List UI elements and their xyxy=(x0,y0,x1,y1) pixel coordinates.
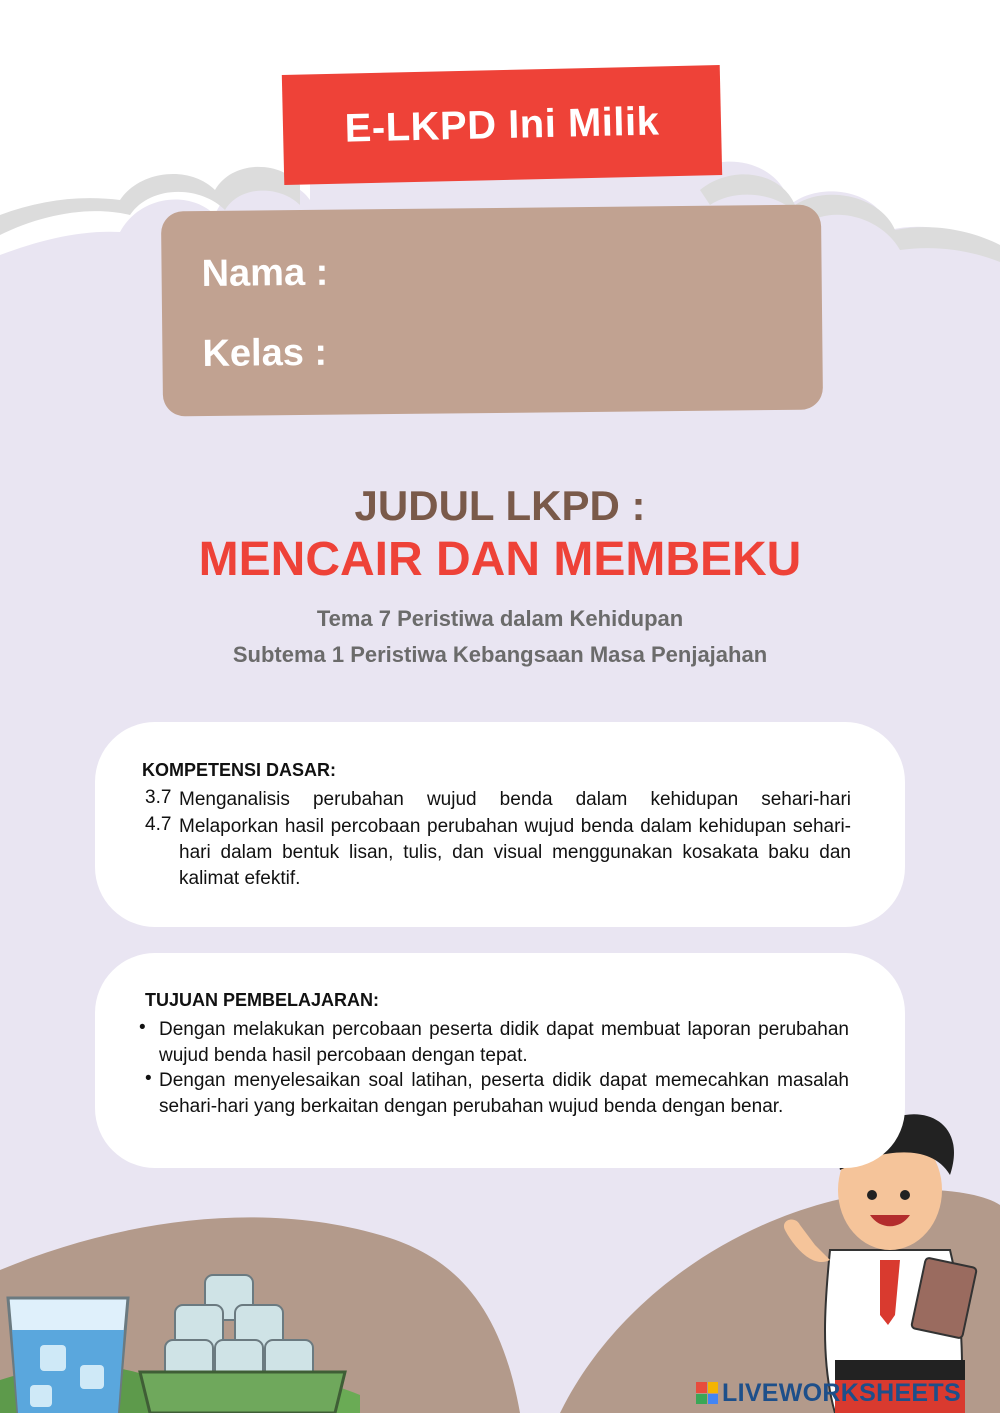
learning-objectives-heading: TUJUAN PEMBELAJARAN: xyxy=(145,990,380,1010)
liveworksheets-watermark xyxy=(696,1378,961,1408)
glass-of-water-illustration xyxy=(8,1298,128,1413)
class-label: Kelas : xyxy=(202,331,328,376)
worksheet-title-label: JUDUL LKPD : xyxy=(354,482,646,529)
basic-competence-heading: KOMPETENSI DASAR: xyxy=(142,760,337,780)
competence-item: Melaporkan hasil percobaan perubahan wujud benda dalam kehidupan sehari-hari dalam bentuk lisan, tulis, dan visual menggunakan kosakata baku dan kalimat efektif. xyxy=(179,816,851,889)
name-label: Nama : xyxy=(201,251,329,296)
learning-objectives-card xyxy=(95,953,905,1168)
owner-banner-text: E-LKPD Ini Milik xyxy=(344,98,660,151)
objective-item: Dengan menyelesaikan soal latihan, peserta didik dapat memecahkan masalah sehari-hari yang berkaitan dengan perubahan wujud benda dengan benar. xyxy=(159,1070,849,1117)
identity-card xyxy=(161,205,823,417)
subtheme-text: Subtema 1 Peristiwa Kebangsaan Masa Penjajahan xyxy=(232,642,768,667)
objective-item: Dengan melakukan percobaan peserta didik dapat membuat laporan perubahan wujud benda hasil percobaan dengan tepat. xyxy=(159,1019,849,1066)
bullet-icon: • xyxy=(145,1068,152,1089)
competence-number: 3.7 xyxy=(145,787,172,808)
bullet-icon: • xyxy=(139,1017,146,1038)
basic-competence-card xyxy=(95,722,905,927)
theme-text: Tema 7 Peristiwa dalam Kehidupan xyxy=(316,606,684,631)
watermark-text: LIVEWORKSHEETS xyxy=(722,1378,961,1407)
competence-number: 4.7 xyxy=(145,814,172,835)
owner-banner xyxy=(282,65,722,185)
worksheet-title: MENCAIR DAN MEMBEKU xyxy=(198,533,802,586)
competence-item: Menganalisis perubahan wujud benda dalam kehidupan sehari-hari xyxy=(179,789,851,810)
liveworksheets-logo-icon xyxy=(696,1382,718,1404)
